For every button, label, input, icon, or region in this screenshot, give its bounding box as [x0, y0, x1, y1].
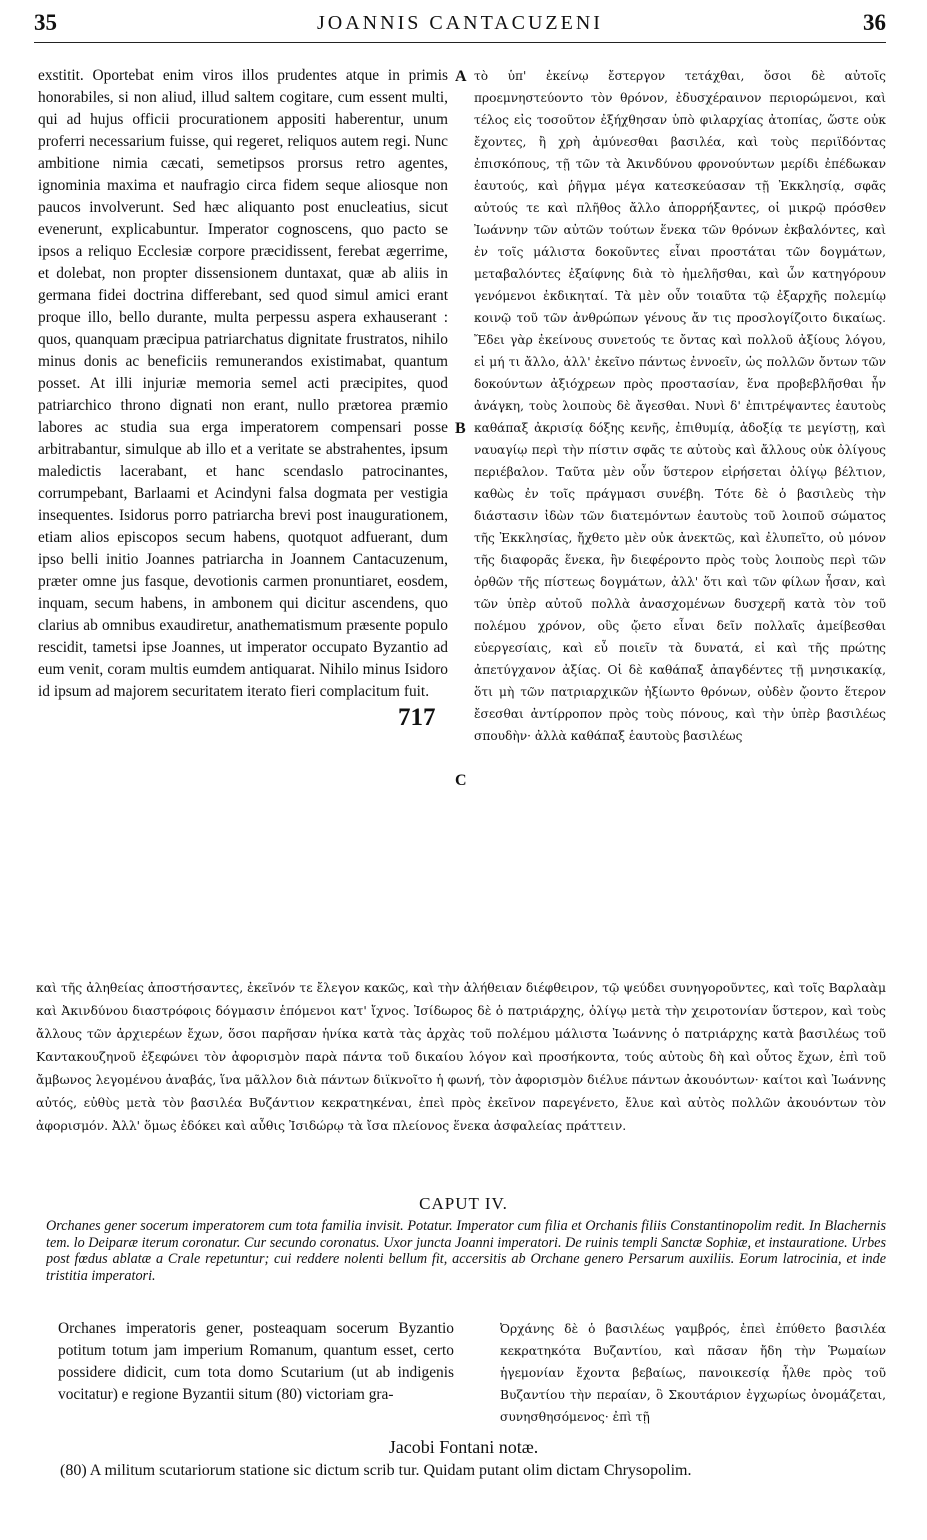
section-marker-c: C [455, 772, 467, 789]
running-head [34, 8, 886, 43]
chapter-title: CAPUT IV. [419, 1194, 508, 1213]
latin-column-bottom: Orchanes imperatoris gener, posteaquam socerum Byzantio potitum totum jam imperium Romanum, quantum esset, certo possidere didicit, cum tota domo Scutarium (ut ab indigenis vocitatur) e regione Byzantii situm (80) victoriam gra- [58, 1320, 454, 1403]
section-marker-b: B [455, 420, 466, 437]
right-page-number: 36 [863, 10, 886, 35]
section-marker-a: A [455, 68, 467, 85]
greek-column-bottom: Ὀρχάνης δὲ ὁ βασιλέως γαμβρός, ἐπεὶ ἐπύθετο βασιλέα κεκρατηκότα Βυζαντίου, καὶ πᾶσαν ἤδη τὴν Ῥωμαίων ἡγεμονίαν ἔχοντα βεβαίως, πανοικεσίᾳ ἦλθε πρὸς τοῦ Βυζαντίου τὴν περαίαν, ὃ Σκουτάριον ἐγχωρίως ὀνομάζεται, συνησθησόμενος· ἐπὶ τῇ [500, 1322, 886, 1424]
greek-full-width-paragraph: καὶ τῆς ἀληθείας ἀποστήσαντες, ἐκεῖνόν τε ἔλεγον κακῶς, καὶ τὴν ἀλήθειαν διέφθειρον, τῷ ψεύδει συνηγοροῦντες, καὶ τοῖς Βαρλαὰμ καὶ Ἀκινδύνου διαστρόφοις δόγμασιν ἑπόμενοι κατ' ἴχνος. Ἰσίδωρος δὲ ὁ πατριάρχης, ὀλίγῳ μετὰ τὴν χειροτονίαν ὕστερον, καὶ τοὺς ἄλλους τῶν ἀρχιερέων ἔχων, ὅσοι παρῆσαν ἡνίκα κατὰ τὰς ἀρχὰς τοῦ πολέμου μάλιστα Ἰωάννης ὁ πατριάρχης κατὰ βασιλέως τοῦ Καντακουζηνοῦ ἐξεφώνει τὸν ἀφορισμὸν παρὰ πάντα τοῦ δικαίου λόγον καὶ προσήκοντα, τούς αὐτοὺς δὴ καὶ οὗτος ἔχων, ἐπὶ τοῦ ἄμβωνος λεγομένου ἀναβάς, ἵνα μᾶλλον διὰ πάντων διϊκνοῖτο ἡ φωνή, τὸν ἀφορισμὸν διέλυε πάντων ἀκουόντων· καίτοι καὶ Ἰωάννης αὐτός, εὐθὺς μετὰ τὸν βασιλέα Βυζάντιον κεκρατηκέναι, ἐπεὶ πρὸς ἐκεῖνον παρεγένετο, ἔλυε καὶ αὐτὸς πολλῶν ἀκουόντων τὸν ἀφορισμόν. Ἀλλ' ὅμως ἐδόκει καὶ αὖθις Ἰσιδώρῳ τὰ ἴσα πλείονος ἕνεκα ἀσφαλείας πράττειν. [36, 980, 886, 1133]
latin-column-top: exstitit. Oportebat enim viros illos prudentes atque in primis honorabiles, si non aliud, illud saltem cogitare, cum essent multi, qui ad hujus officii procurationem appositi haberentur, unum proferri necessarium fuisse, qui regeret, reliquos autem regi. Nunc ambitione nimia cæcati, semetipsos prorsus retro agentes, ignominia maxima et naufragio circa fidem seque aliosque non paucos involverunt. Sed hæc aliquanto post enucleatius, sicut evenerunt, explicabuntur. Imperator cognoscens, quo pacto se ipsos a reliquo Ecclesiæ corpore præcidissent, ferebat ægerrime, et dolebat, non propter dissensionem duntaxat, quæ ab aliis in germana fidei doctrina differebant, sed quod simul amici erant proque illo, bello durante, multa perpessu aspera exhauserant : quos, quanquam præcipua patriarchatus dignitate frustratos, nihilo minus donis ac beneficiis remunerandos existimabat, quantum posset. At illi injuriæ memoria semel acti præcipites, quod patriarchico throno dignati non erant, nullo prætorea præmio labores ac studia sua erga imperatorem compensari posse arbitrabantur, simulque ab illo et a veritate se abstrahentes, ipsum maledictis lacerabant, et hanc scendaslo patrocinantes, corrumpebant, Barlaami et Acindyni falsa dogmata per vestigia insequentes. Isidorus porro patriarcha brevi post inaugurationem, etiam alios episcopos secum habens, quotquot adfuerant, dum ipso belli initio Joannes patriarcha in Joannem Cantacuzenum, præter omne jus fasque, devotionis carmen pronuntiaret, eosdem, inquam, secum habens, in ambonem qui dicitur ascendens, quo clarius ab omnibus exaudiretur, anathematismum præsente populo rescidit, tametsi ipse Joannes, ut imperator occupato Byzantio ad eum venit, coram multis eumdem antiquarat. Nihilo minus Isidoro id ipsum ad majorem securitatem iterato fieri complacitum fuit. [38, 67, 448, 700]
left-page-number: 35 [34, 10, 57, 35]
greek-column-top: τὸ ὑπ' ἐκείνῳ ἔστεργον τετάχθαι, ὅσοι δὲ αὐτοῖς προεμνηστεύοντο τὸν θρόνον, ἐδυσχέραινον περιορώμενοι, καὶ τέλος εἰς τοσοῦτον ἐξήχθησαν ὑπὸ φιλαρχίας ἀτοπίας, ὥστε οὐκ ἔχοντες, ἢ χρὴ ἀμύνεσθαι βασιλέα, καὶ τοὺς περιϊδόντας ἐπισκόπους, τῇ τῶν τὰ Ἀκινδύνου φρονούντων μερίδι ἐπέδωκαν ἑαυτούς, καὶ ῥῆγμα μέγα κατεσκεύασαν τῇ Ἐκκλησίᾳ, σφᾶς αὐτούς τε καὶ πλῆθος ἄλλο ἀπορρήξαντες, οἱ μικρῷ πρόσθεν Ἰωάννην τῶν αὐτῶν τούτων ἕνεκα τῶν θρόνων ἐκβαλόντες, καὶ ἐν τοῖς μάλιστα δοκοῦντες εἶναι προστάται τῶν δογμάτων, μεταβαλόντες ἐξαίφνης διὰ τὸ ἠμελῆσθαι, καὶ ὧν κατηγόρουν γενόμενοι ἐκδικηταί. Τὰ μὲν οὖν τοιαῦτα τῷ ἐξαρχῆς πολεμίῳ κοινῷ τοῦ τῶν ἀνθρώπων γένους ἄν τις προσλογίζοιτο δικαίως. Ἔδει γὰρ ἐκείνους συνετούς τε ὄντας καὶ πολλοῦ ἀξίους λόγου, εἰ μή τι ἄλλο, ἀλλ' ἐκεῖνο πάντως ἐννοεῖν, ὡς πολλῶν ὄντων τῶν δοκούντων ἀξιόχρεων πρὸς προστασίαν, ἕνα προβεβλῆσθαι ἦν ἀνάγκη, τοὺς λοιποὺς δὲ ἄγεσθαι. Νυνὶ δ' ἐπιτρέψαντες ἑαυτοὺς καθάπαξ ἀκρισίᾳ δόξης κενῆς, ἐπιθυμίᾳ, ἀδοξίᾳ τε μεγίστῃ, καὶ ναυαγίῳ περὶ τὴν πίστιν σφᾶς τε αὐτοὺς καὶ ἄλλους οὐκ ὀλίγους περιέβαλον. Ταῦτα μὲν οὖν ὕστερον εἰρήσεται ὀλίγῳ βέλτιον, καθὼς ἐν τοῖς πράγμασι συνέβη. Τότε δὲ ὁ βασιλεὺς τὴν διάστασιν ἰδὼν τῶν διατεμόντων ἑαυτοὺς τοῦ λοιποῦ σώματος τῆς Ἐκκλησίας, ἤχθετο μὲν οὐκ ἀνεκτῶς, καὶ ἐλυπεῖτο, οὐ μόνον τῆς διαφορᾶς ἕνεκα, ἣν διεφέροντο πρὸς τοὺς λοιποὺς περὶ τῶν ὀρθῶν τῆς πίστεως δογμάτων, ἀλλ' ὅτι καὶ τῶν φίλων ἦσαν, καὶ τῶν ὑπὲρ αὐτοῦ πολλὰ ἀνασχομένων δυσχερῆ κατὰ τὸν τοῦ πολέμου χρόνον, οὓς ᾤετο εἶναι δεῖν πολλαῖς ἀμείβεσθαι εὐεργεσίαις, καὶ εὖ ποιεῖν τὰ δυνατά, εἰ καὶ τῆς πρώτης ἀπετύγχανον ἀξίας. Οἱ δὲ καθάπαξ ἀπαγδέντες τῇ μνησικακίᾳ, ὅτι μὴ τῶν πατριαρχικῶν ἠξίωντο θρόνων, οὐδὲν ᾤοντο ἕτερον ἔσεσθαι ἀντίρροπον πρὸς τοὺς πόνους, καὶ τὴν ὑπὲρ βασιλέως σπουδὴν· ἀλλὰ καθάπαξ ἑαυτοὺς βασιλέως [474, 69, 886, 743]
chapter-summary: Orchanes gener socerum imperatorem cum tota familia invisit. Potatur. Imperator cum filia et Orchanis filiis Constantinopolim redit. In Blachernis tem. lo Deiparæ iterum coronatur. Cur secundo coronatus. Uxor juncta Joanni imperatori. De ruinis templi Sanctæ Sophiæ, et instauratione. Urbes post fœdus ablatæ a Crale repetuntur; cui reddere nolenti bellum fit, accersitis ab Orchane genero Persarum auxiliis. Eorum latrocinia, et inde tristitia imperatori. [46, 1218, 886, 1284]
column-number: 717 [398, 704, 436, 731]
notes-heading: Jacobi Fontani notæ. [388, 1437, 539, 1457]
footnote: (80) A militum scutariorum statione sic dictum scrib tur. Quidam putant olim dictam Chrysopolim. [60, 1462, 692, 1479]
running-title: JOANNIS CANTACUZENI [317, 12, 603, 34]
